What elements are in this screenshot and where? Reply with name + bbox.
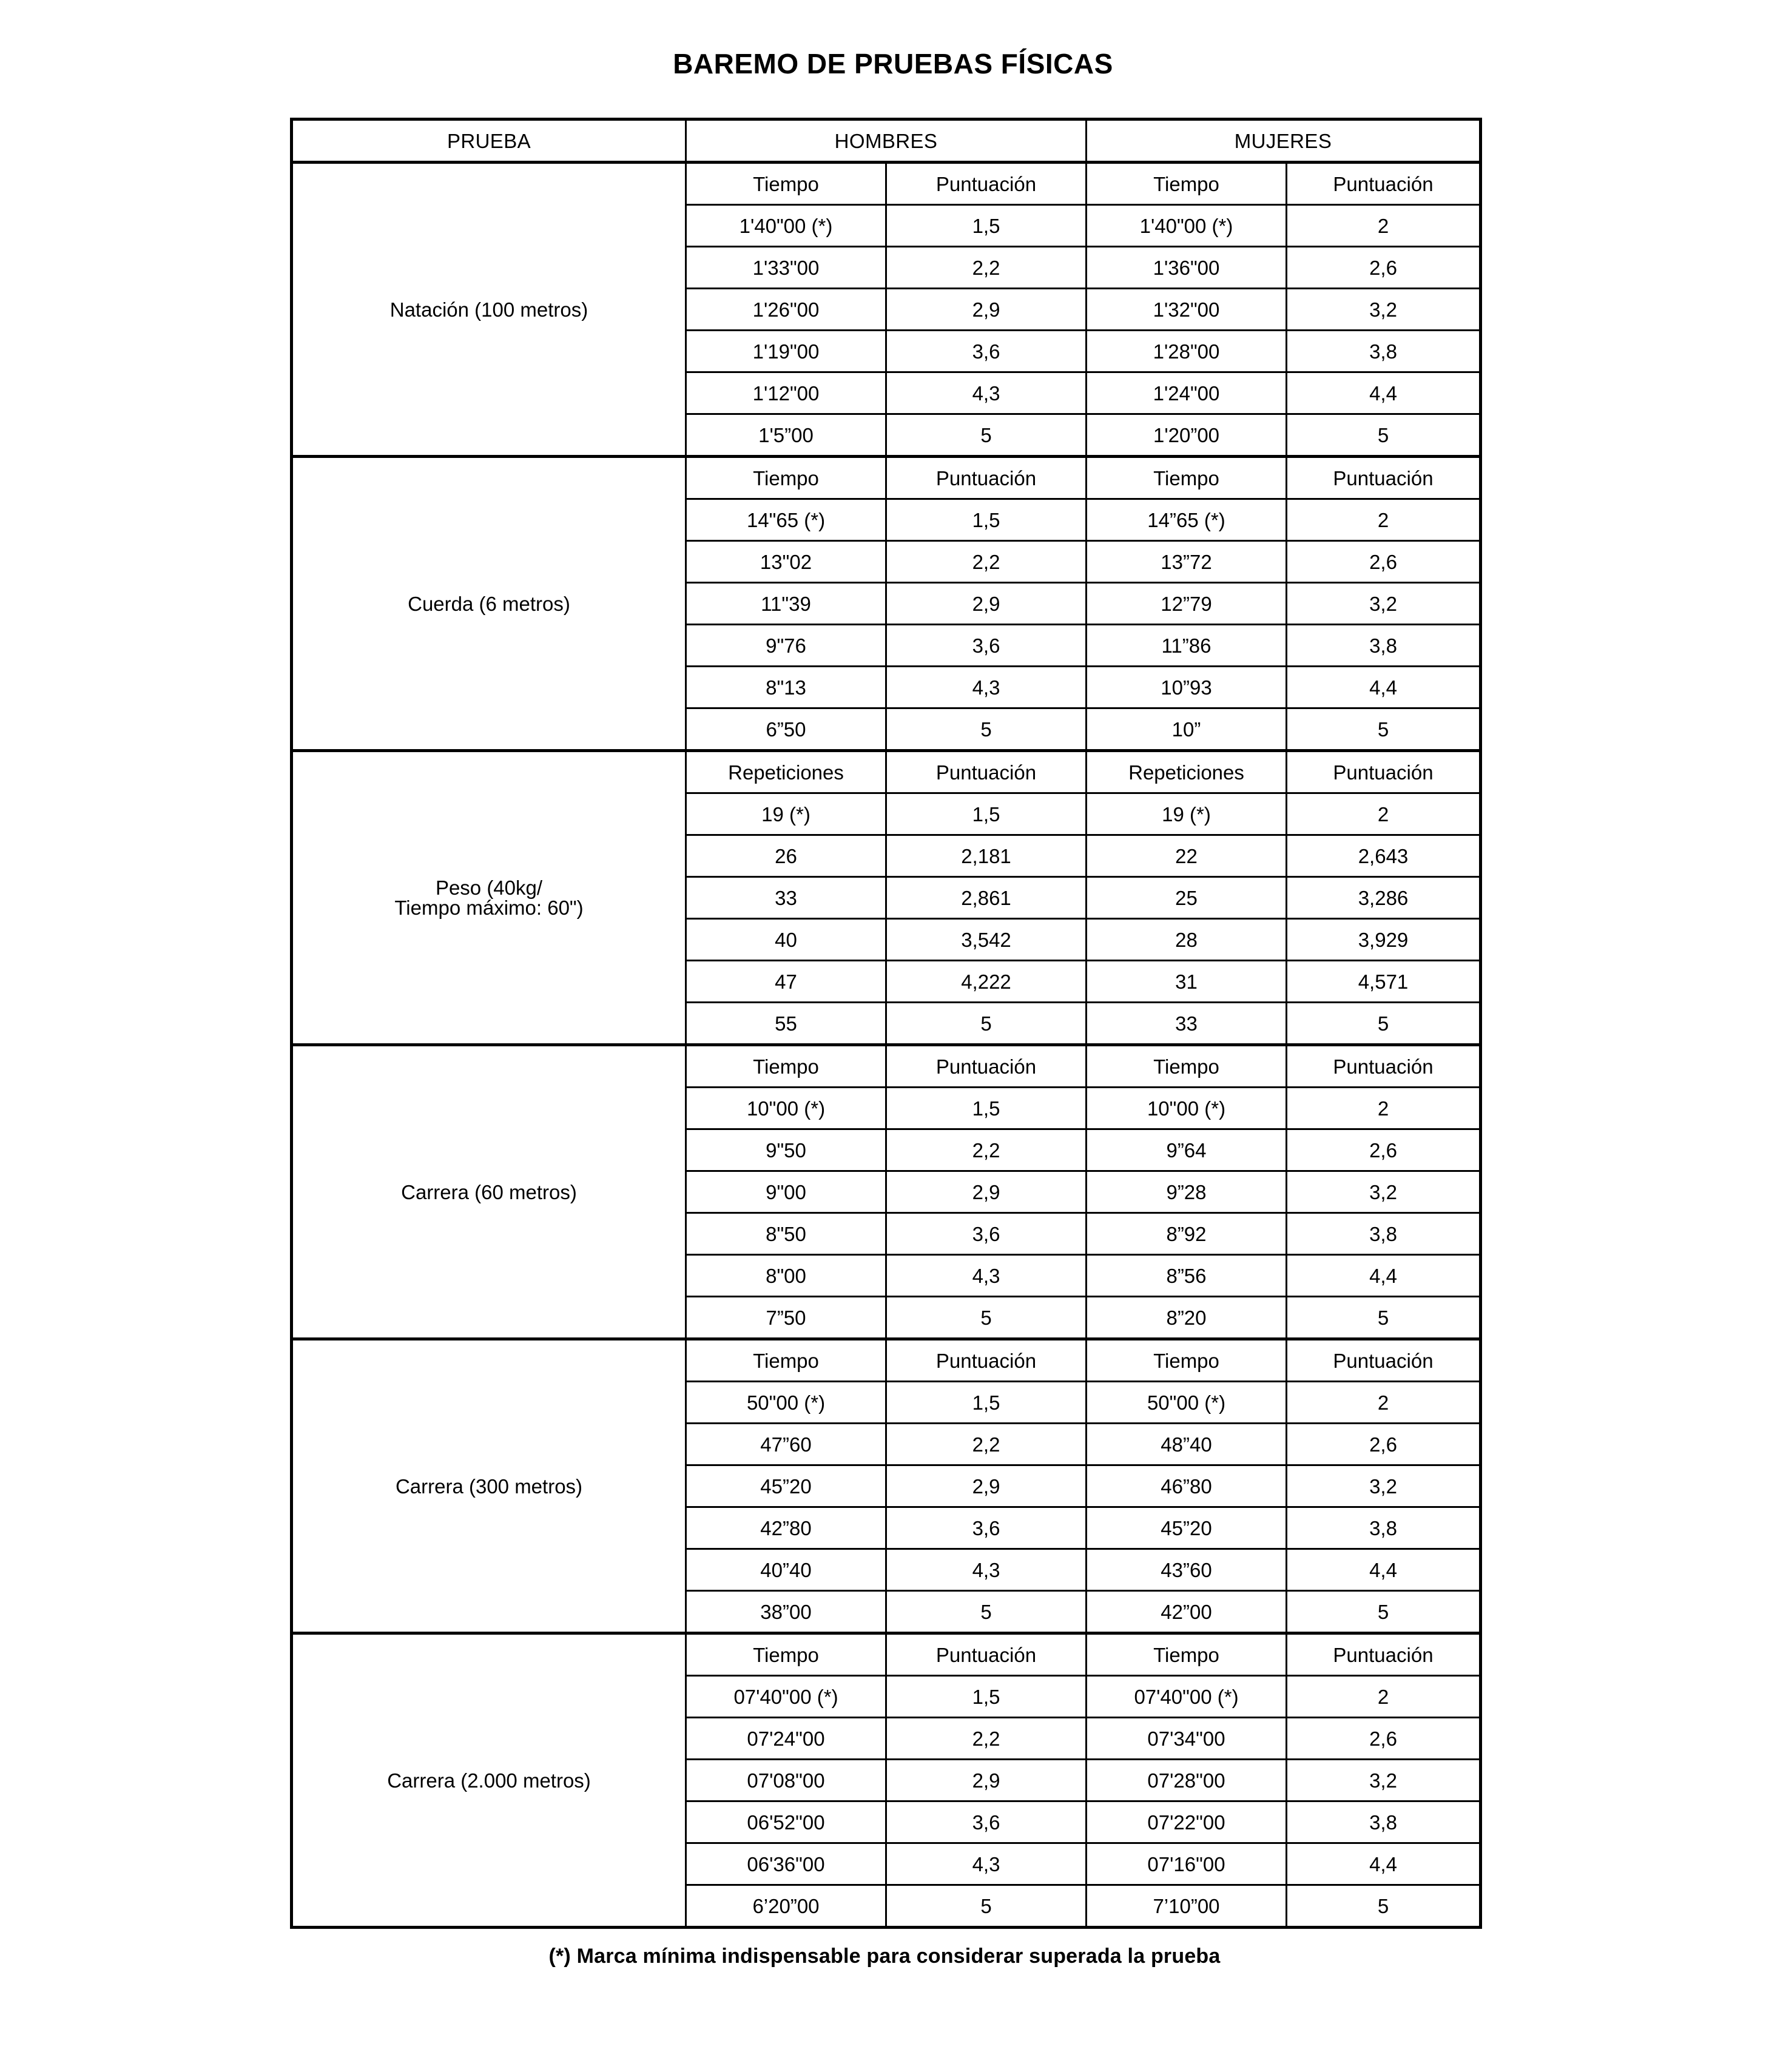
- table-cell: 12”79: [1087, 583, 1287, 625]
- test-name-line-secondary: Tiempo máximo: 60"): [394, 896, 584, 919]
- table-cell: 40”40: [686, 1549, 886, 1591]
- table-cell: 07'34"00: [1087, 1718, 1287, 1760]
- subheader-cell: Puntuación: [1287, 457, 1481, 499]
- table-cell: 4,4: [1287, 1549, 1481, 1591]
- table-cell: 55: [686, 1003, 886, 1045]
- table-cell: 7”50: [686, 1297, 886, 1339]
- table-cell: 2,2: [886, 247, 1087, 289]
- table-cell: 1,5: [886, 793, 1087, 835]
- table-cell: 1'20”00: [1087, 414, 1287, 457]
- baremo-table-wrapper: [290, 118, 1479, 1929]
- table-cell: 3,929: [1287, 919, 1481, 961]
- table-cell: 2,181: [886, 835, 1087, 877]
- table-cell: 3,8: [1287, 331, 1481, 372]
- table-cell: 2: [1287, 205, 1481, 247]
- table-cell: 07'40"00 (*): [1087, 1676, 1287, 1718]
- table-cell: 2,2: [886, 1129, 1087, 1171]
- subheader-cell: Tiempo: [1087, 457, 1287, 499]
- table-cell: 3,2: [1287, 289, 1481, 331]
- table-cell: 8"00: [686, 1255, 886, 1297]
- table-cell: 1'12"00: [686, 372, 886, 414]
- table-cell: 2,2: [886, 1718, 1087, 1760]
- table-cell: 5: [1287, 708, 1481, 751]
- table-cell: 07'40"00 (*): [686, 1676, 886, 1718]
- table-subheader-row: [292, 163, 1481, 205]
- table-cell: 2,6: [1287, 1424, 1481, 1465]
- test-name-cell: [292, 1633, 686, 1928]
- table-subheader-row: [292, 457, 1481, 499]
- table-cell: 1'32"00: [1087, 289, 1287, 331]
- table-cell: 9"00: [686, 1171, 886, 1213]
- test-name-cell: [292, 1045, 686, 1339]
- table-cell: 3,6: [886, 1213, 1087, 1255]
- table-cell: 50"00 (*): [686, 1382, 886, 1424]
- table-cell: 1,5: [886, 499, 1087, 541]
- table-cell: 3,6: [886, 331, 1087, 372]
- table-cell: 8”56: [1087, 1255, 1287, 1297]
- footnote: (*) Marca mínima indispensable para considerar superada la prueba: [548, 1945, 1221, 1968]
- table-subheader-row: [292, 1045, 1481, 1088]
- table-cell: 10”: [1087, 708, 1287, 751]
- subheader-cell: Puntuación: [886, 163, 1087, 205]
- table-cell: 6’20”00: [686, 1885, 886, 1928]
- table-cell: 2: [1287, 793, 1481, 835]
- table-cell: 07'28"00: [1087, 1760, 1287, 1801]
- table-cell: 47: [686, 961, 886, 1003]
- table-subheader-row: [292, 751, 1481, 793]
- table-cell: 4,4: [1287, 1255, 1481, 1297]
- table-cell: 5: [1287, 1297, 1481, 1339]
- table-cell: 5: [886, 1885, 1087, 1928]
- table-cell: 4,3: [886, 667, 1087, 708]
- table-cell: 06'52"00: [686, 1801, 886, 1843]
- test-name-cell: [292, 751, 686, 1045]
- subheader-cell: Tiempo: [1087, 1339, 1287, 1382]
- table-cell: 5: [1287, 414, 1481, 457]
- test-name-line: Carrera (60 metros): [401, 1180, 577, 1203]
- table-cell: 2: [1287, 1676, 1481, 1718]
- table-cell: 11”86: [1087, 625, 1287, 667]
- table-cell: 3,6: [886, 1507, 1087, 1549]
- subheader-cell: Tiempo: [1087, 1045, 1287, 1088]
- table-cell: 9”28: [1087, 1171, 1287, 1213]
- table-cell: 14”65 (*): [1087, 499, 1287, 541]
- table-cell: 4,3: [886, 1255, 1087, 1297]
- column-header-hombres: HOMBRES: [686, 119, 1087, 163]
- table-cell: 33: [1087, 1003, 1287, 1045]
- subheader-cell: Puntuación: [1287, 1045, 1481, 1088]
- test-name-cell: [292, 457, 686, 751]
- table-cell: 9"76: [686, 625, 886, 667]
- table-cell: 5: [886, 708, 1087, 751]
- table-cell: 45”20: [686, 1465, 886, 1507]
- table-cell: 07'08"00: [686, 1760, 886, 1801]
- baremo-table: [290, 118, 1482, 1929]
- table-subheader-row: [292, 1633, 1481, 1676]
- table-cell: 3,286: [1287, 877, 1481, 919]
- table-cell: 3,8: [1287, 1213, 1481, 1255]
- table-cell: 43”60: [1087, 1549, 1287, 1591]
- table-cell: 3,8: [1287, 625, 1481, 667]
- table-cell: 2,9: [886, 1171, 1087, 1213]
- table-cell: 40: [686, 919, 886, 961]
- table-cell: 31: [1087, 961, 1287, 1003]
- table-cell: 06'36"00: [686, 1843, 886, 1885]
- table-cell: 5: [886, 1297, 1087, 1339]
- table-cell: 42”80: [686, 1507, 886, 1549]
- table-cell: 1'40"00 (*): [686, 205, 886, 247]
- table-cell: 1'33"00: [686, 247, 886, 289]
- subheader-cell: Puntuación: [886, 751, 1087, 793]
- table-cell: 3,6: [886, 1801, 1087, 1843]
- subheader-cell: Puntuación: [886, 457, 1087, 499]
- table-cell: 3,2: [1287, 1465, 1481, 1507]
- table-cell: 7’10”00: [1087, 1885, 1287, 1928]
- table-cell: 2,2: [886, 1424, 1087, 1465]
- subheader-cell: Puntuación: [1287, 1339, 1481, 1382]
- subheader-cell: Tiempo: [1087, 1633, 1287, 1676]
- column-header-mujeres: MUJERES: [1087, 119, 1481, 163]
- table-cell: 26: [686, 835, 886, 877]
- subheader-cell: Tiempo: [686, 163, 886, 205]
- subheader-cell: Repeticiones: [1087, 751, 1287, 793]
- table-cell: 3,542: [886, 919, 1087, 961]
- table-cell: 1'24"00: [1087, 372, 1287, 414]
- table-cell: 14"65 (*): [686, 499, 886, 541]
- table-cell: 1'5”00: [686, 414, 886, 457]
- subheader-cell: Puntuación: [1287, 751, 1481, 793]
- table-cell: 19 (*): [686, 793, 886, 835]
- table-cell: 1,5: [886, 205, 1087, 247]
- table-cell: 07'16"00: [1087, 1843, 1287, 1885]
- table-cell: 2,2: [886, 541, 1087, 583]
- table-cell: 4,3: [886, 1549, 1087, 1591]
- table-cell: 5: [1287, 1591, 1481, 1633]
- table-header-row: [292, 119, 1481, 163]
- column-header-prueba: PRUEBA: [292, 119, 686, 163]
- table-cell: 13”72: [1087, 541, 1287, 583]
- subheader-cell: Tiempo: [686, 1339, 886, 1382]
- table-cell: 1'19"00: [686, 331, 886, 372]
- test-name-line: Cuerda (6 metros): [408, 592, 570, 615]
- table-cell: 5: [1287, 1885, 1481, 1928]
- subheader-cell: Puntuación: [886, 1339, 1087, 1382]
- table-cell: 1,5: [886, 1382, 1087, 1424]
- table-cell: 33: [686, 877, 886, 919]
- table-cell: 2: [1287, 499, 1481, 541]
- table-cell: 10"00 (*): [686, 1088, 886, 1129]
- subheader-cell: Puntuación: [886, 1633, 1087, 1676]
- table-cell: 42”00: [1087, 1591, 1287, 1633]
- table-cell: 6”50: [686, 708, 886, 751]
- table-cell: 9”64: [1087, 1129, 1287, 1171]
- test-name-cell: [292, 1339, 686, 1633]
- subheader-cell: Tiempo: [686, 457, 886, 499]
- test-name-line: Carrera (300 metros): [395, 1475, 583, 1498]
- table-cell: 10”93: [1087, 667, 1287, 708]
- table-cell: 07'24"00: [686, 1718, 886, 1760]
- table-cell: 3,2: [1287, 1760, 1481, 1801]
- table-cell: 4,571: [1287, 961, 1481, 1003]
- table-cell: 28: [1087, 919, 1287, 961]
- table-cell: 47”60: [686, 1424, 886, 1465]
- table-cell: 4,3: [886, 1843, 1087, 1885]
- table-cell: 9"50: [686, 1129, 886, 1171]
- subheader-cell: Puntuación: [1287, 1633, 1481, 1676]
- table-cell: 4,4: [1287, 667, 1481, 708]
- table-cell: 2,9: [886, 583, 1087, 625]
- table-cell: 5: [886, 414, 1087, 457]
- table-cell: 19 (*): [1087, 793, 1287, 835]
- table-cell: 8"13: [686, 667, 886, 708]
- subheader-cell: Tiempo: [1087, 163, 1287, 205]
- table-cell: 46”80: [1087, 1465, 1287, 1507]
- table-body: [292, 163, 1481, 1928]
- table-cell: 1,5: [886, 1676, 1087, 1718]
- test-name-line: Peso (40kg/: [435, 876, 543, 899]
- table-cell: 3,6: [886, 625, 1087, 667]
- table-cell: 1'28"00: [1087, 331, 1287, 372]
- table-cell: 2,9: [886, 289, 1087, 331]
- table-cell: 4,4: [1287, 372, 1481, 414]
- table-cell: 11"39: [686, 583, 886, 625]
- table-cell: 4,222: [886, 961, 1087, 1003]
- table-cell: 38”00: [686, 1591, 886, 1633]
- table-cell: 3,8: [1287, 1507, 1481, 1549]
- table-cell: 8”20: [1087, 1297, 1287, 1339]
- table-cell: 1'26"00: [686, 289, 886, 331]
- table-cell: 1,5: [886, 1088, 1087, 1129]
- subheader-cell: Repeticiones: [686, 751, 886, 793]
- table-cell: 07'22"00: [1087, 1801, 1287, 1843]
- subheader-cell: Tiempo: [686, 1045, 886, 1088]
- table-cell: 8”92: [1087, 1213, 1287, 1255]
- table-cell: 8"50: [686, 1213, 886, 1255]
- table-cell: 2,9: [886, 1760, 1087, 1801]
- table-cell: 5: [886, 1003, 1087, 1045]
- table-cell: 2: [1287, 1088, 1481, 1129]
- table-cell: 5: [1287, 1003, 1481, 1045]
- table-cell: 4,4: [1287, 1843, 1481, 1885]
- table-cell: 2,6: [1287, 247, 1481, 289]
- table-cell: 1'36"00: [1087, 247, 1287, 289]
- page-title: BAREMO DE PRUEBAS FÍSICAS: [673, 48, 1113, 79]
- table-cell: 2,861: [886, 877, 1087, 919]
- table-cell: 5: [886, 1591, 1087, 1633]
- subheader-cell: Puntuación: [886, 1045, 1087, 1088]
- subheader-cell: Puntuación: [1287, 163, 1481, 205]
- table-cell: 3,2: [1287, 1171, 1481, 1213]
- table-cell: 2: [1287, 1382, 1481, 1424]
- table-cell: 50"00 (*): [1087, 1382, 1287, 1424]
- table-cell: 48”40: [1087, 1424, 1287, 1465]
- table-cell: 10"00 (*): [1087, 1088, 1287, 1129]
- test-name-cell: [292, 163, 686, 457]
- table-cell: 13"02: [686, 541, 886, 583]
- table-cell: 1'40"00 (*): [1087, 205, 1287, 247]
- table-cell: 3,8: [1287, 1801, 1481, 1843]
- test-name-line: Carrera (2.000 metros): [387, 1769, 591, 1792]
- table-cell: 2,6: [1287, 1718, 1481, 1760]
- table-cell: 45”20: [1087, 1507, 1287, 1549]
- test-name-line: Natación (100 metros): [389, 298, 588, 321]
- table-cell: 2,6: [1287, 1129, 1481, 1171]
- table-cell: 3,2: [1287, 583, 1481, 625]
- table-cell: 2,6: [1287, 541, 1481, 583]
- subheader-cell: Tiempo: [686, 1633, 886, 1676]
- table-cell: 25: [1087, 877, 1287, 919]
- table-cell: 2,9: [886, 1465, 1087, 1507]
- table-cell: 22: [1087, 835, 1287, 877]
- table-cell: 4,3: [886, 372, 1087, 414]
- table-cell: 2,643: [1287, 835, 1481, 877]
- table-subheader-row: [292, 1339, 1481, 1382]
